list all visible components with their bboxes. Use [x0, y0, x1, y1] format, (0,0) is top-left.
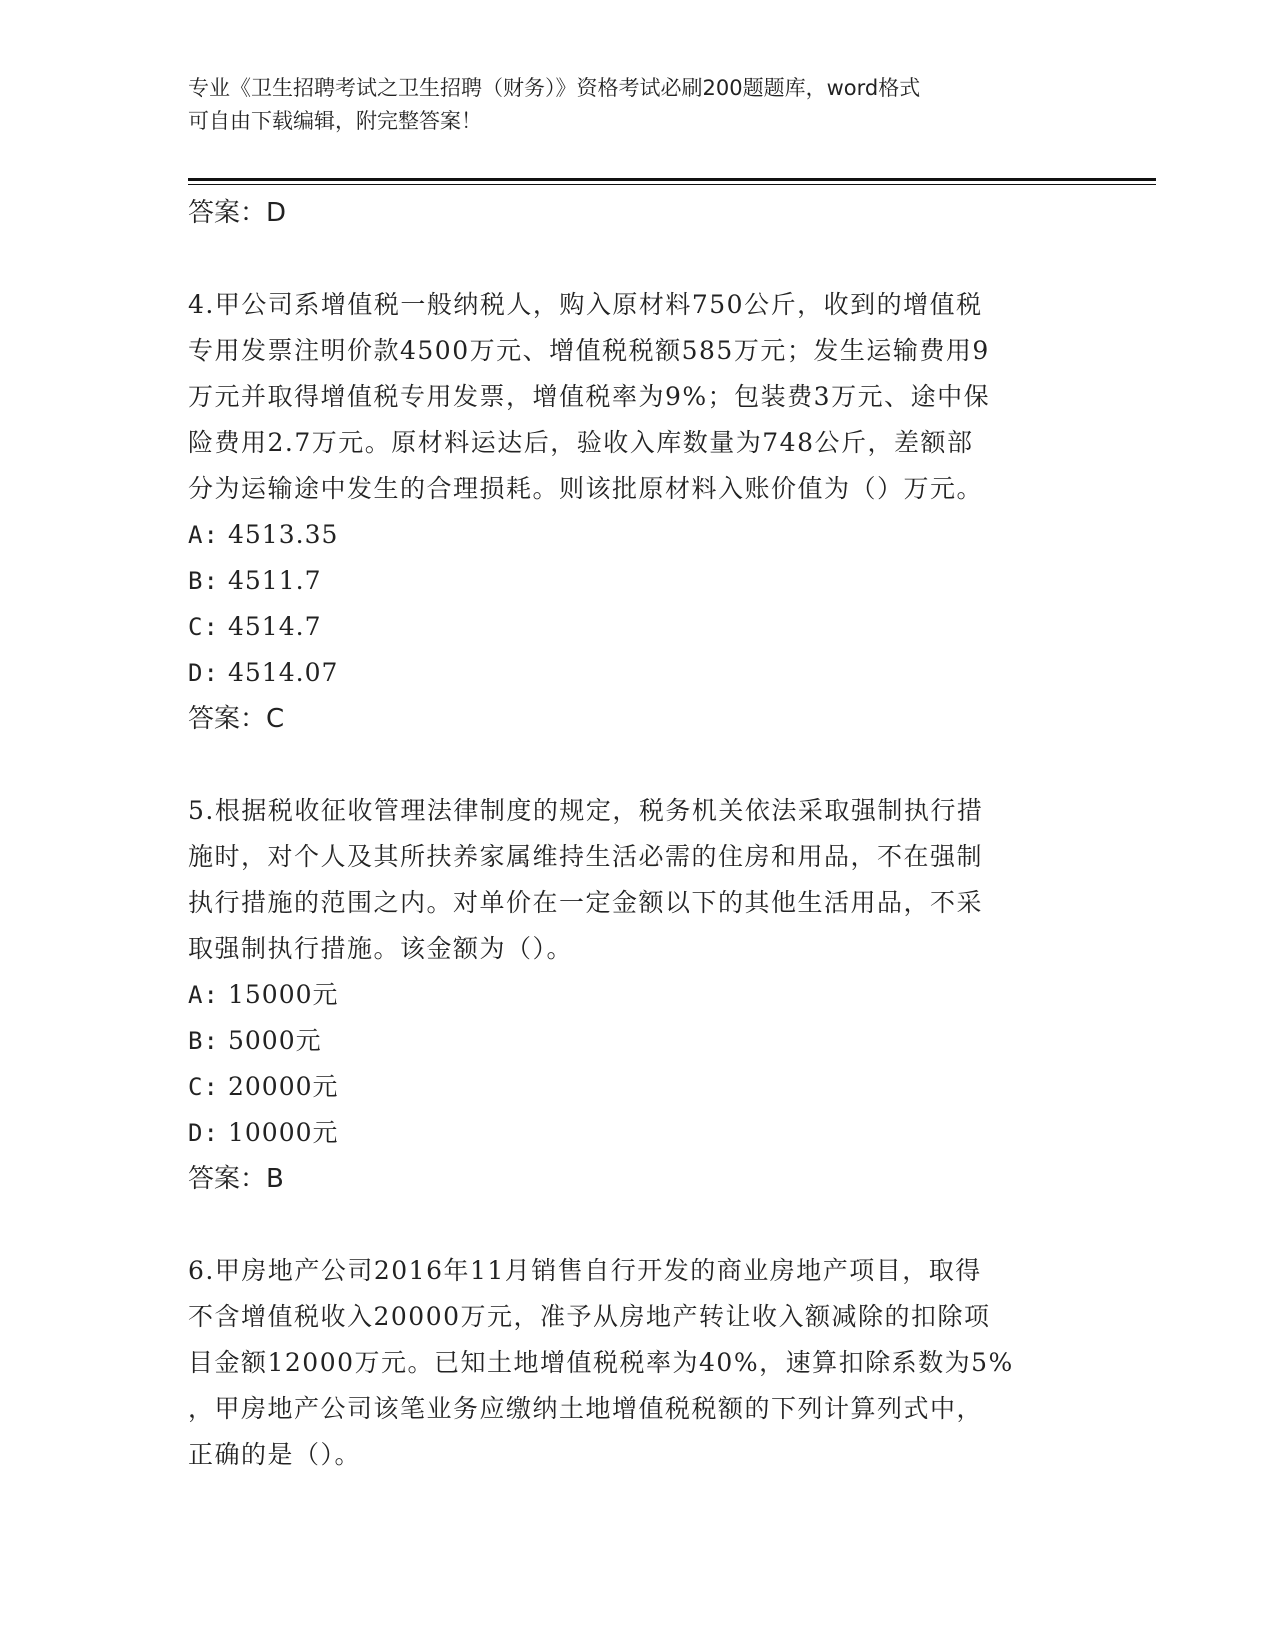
question-text-line: 执行措施的范围之内。对单价在一定金额以下的其他生活用品，不采 — [188, 888, 984, 917]
page-header — [188, 72, 1068, 138]
option-d — [188, 650, 1088, 696]
question-text-line: 不含增值税收入20000万元，准予从房地产转让收入额减除的扣除项 — [188, 1302, 991, 1331]
option-text: 15000元 — [228, 980, 339, 1009]
option-b — [188, 1018, 1088, 1064]
option-c — [188, 1064, 1088, 1110]
option-text: 4513.35 — [228, 520, 339, 549]
answer-line: 答案：C — [188, 704, 285, 734]
question-block — [188, 788, 1088, 1202]
header-rule-thick — [188, 178, 1156, 181]
question-text-line: 目金额12000万元。已知土地增值税税率为40%，速算扣除系数为5% — [188, 1348, 1014, 1377]
question-text-line: 施时，对个人及其所扶养家属维持生活必需的住房和用品，不在强制 — [188, 842, 984, 871]
header-line: 专业《卫生招聘考试之卫生招聘（财务）》资格考试必刷200题题库，word格式 — [188, 76, 921, 100]
option-a — [188, 512, 1088, 558]
option-label: C: — [188, 1073, 219, 1101]
option-b — [188, 558, 1088, 604]
document-body — [188, 190, 1088, 1478]
option-label: A: — [188, 521, 219, 549]
question-text-line: 5.根据税收征收管理法律制度的规定，税务机关依法采取强制执行措 — [188, 796, 984, 825]
answer-line: 答案：B — [188, 1164, 284, 1194]
question-block — [188, 282, 1088, 742]
option-text: 5000元 — [228, 1026, 322, 1055]
question-text-line: 6.甲房地产公司2016年11月销售自行开发的商业房地产项目，取得 — [188, 1256, 982, 1285]
option-c — [188, 604, 1088, 650]
option-text: 4511.7 — [228, 566, 322, 595]
question-text-line: 分为运输途中发生的合理损耗。则该批原材料入账价值为（）万元。 — [188, 474, 984, 503]
option-label: B: — [188, 1027, 219, 1055]
option-d — [188, 1110, 1088, 1156]
option-text: 4514.7 — [228, 612, 322, 641]
question-text-line: 险费用2.7万元。原材料运达后，验收入库数量为748公斤，差额部 — [188, 428, 974, 457]
option-label: D: — [188, 659, 219, 687]
option-label: B: — [188, 567, 219, 595]
spacer — [188, 236, 1088, 282]
option-text: 10000元 — [228, 1118, 339, 1147]
spacer — [188, 1202, 1088, 1248]
option-text: 4514.07 — [228, 658, 339, 687]
question-text-line: 万元并取得增值税专用发票，增值税率为9%；包装费3万元、途中保 — [188, 382, 991, 411]
option-a — [188, 972, 1088, 1018]
question-text-line: 4.甲公司系增值税一般纳税人，购入原材料750公斤，收到的增值税 — [188, 290, 983, 319]
question-text-line: 取强制执行措施。该金额为（）。 — [188, 934, 574, 963]
spacer — [188, 742, 1088, 788]
option-text: 20000元 — [228, 1072, 339, 1101]
header-rule-thin — [188, 184, 1156, 185]
answer-line: 答案：D — [188, 198, 287, 228]
option-label: D: — [188, 1119, 219, 1147]
question-text-line: 专用发票注明价款4500万元、增值税税额585万元；发生运输费用9 — [188, 336, 990, 365]
question-text-line: ，甲房地产公司该笔业务应缴纳土地增值税税额的下列计算列式中， — [188, 1394, 984, 1423]
question-block — [188, 1248, 1088, 1478]
option-label: A: — [188, 981, 219, 1009]
question-text-line: 正确的是（）。 — [188, 1440, 362, 1469]
header-line: 可自由下载编辑，附完整答案！ — [188, 109, 482, 133]
option-label: C: — [188, 613, 219, 641]
